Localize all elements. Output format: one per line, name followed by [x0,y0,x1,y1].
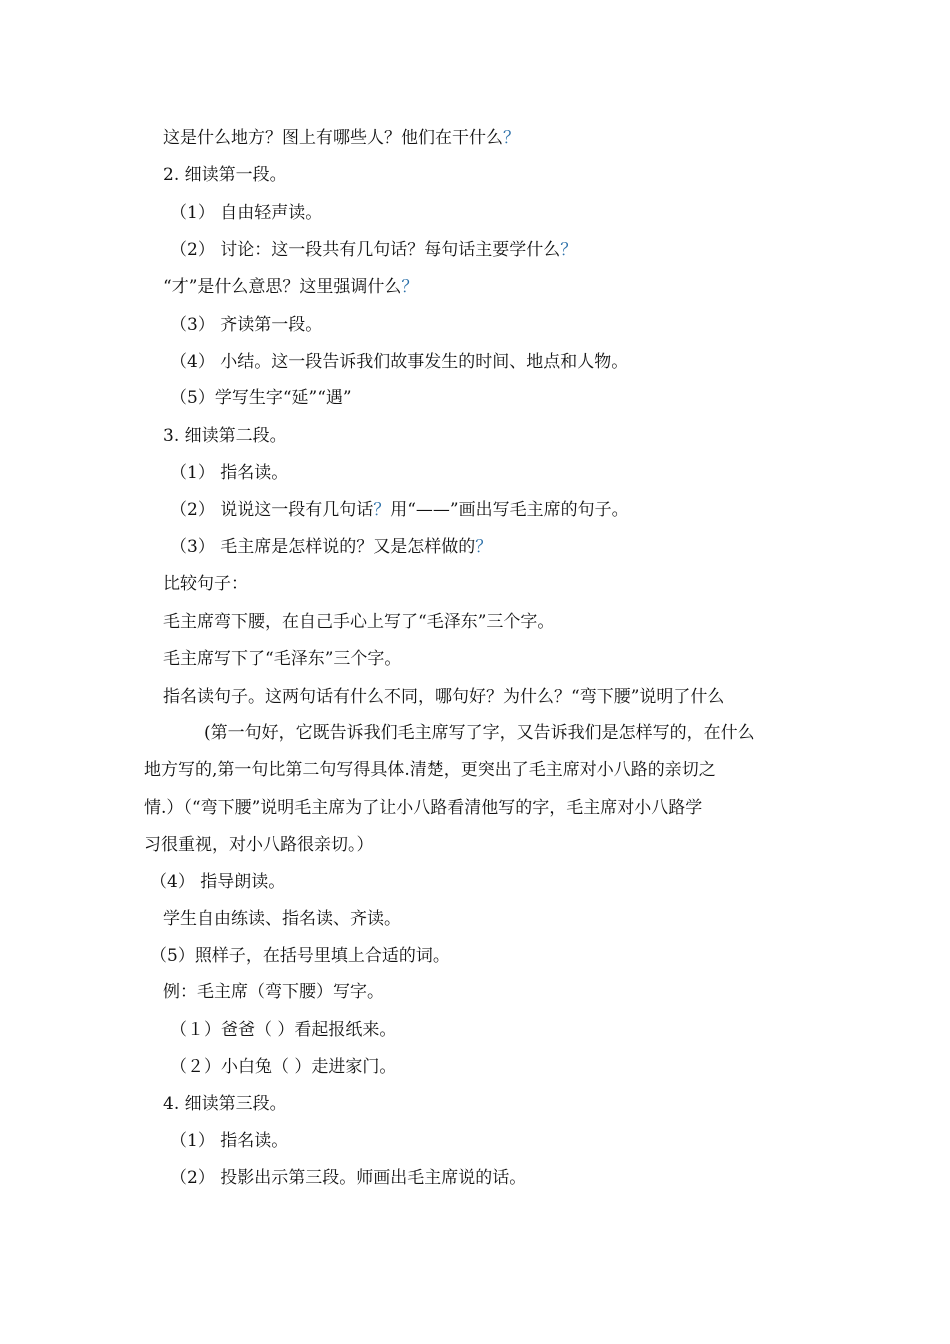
question-mark: ？ [475,537,493,557]
answer-paragraph-line: (第一句好，它既告诉我们毛主席写了字，又告诉我们是怎样写的，在什么 [204,723,755,743]
exercise-item: （２）小白兔（ ）走进家门。 [170,1057,397,1077]
question-line [163,275,418,299]
answer-paragraph-line: 情.）（“弯下腰”说明毛主席为了让小八路看清他写的字，毛主席对小八路学 [144,798,703,818]
exercise-item: （１）爸爸（ ）看起报纸来。 [170,1020,397,1040]
answer-paragraph-line: 地方写的,第一句比第二句写得具体.清楚，更突出了毛主席对小八路的亲切之 [144,760,716,780]
section-heading-3: 4. 细读第三段。 [163,1094,287,1114]
line-text: “才”是什么意思？这里强调什么 [163,277,402,297]
line-text: （3） 毛主席是怎样说的？又是怎样做的 [170,537,476,557]
step-item: （1） 自由轻声读。 [170,203,323,223]
question-mark: ？ [373,500,391,520]
step-item: （4） 小结。这一段告诉我们故事发生的时间、地点和人物。 [170,352,629,372]
answer-paragraph-line: 习很重视，对小八路很亲切。） [144,835,374,855]
compare-heading: 比较句子： [163,574,248,594]
line-text: （2） 说说这一段有几句话 [170,500,374,520]
example-sentence: 毛主席弯下腰，在自己手心上写了“毛泽东”三个字。 [163,612,555,632]
step-item: （2） 投影出示第三段。师画出毛主席说的话。 [170,1168,527,1188]
step-item: （5）照样子，在括号里填上合适的词。 [150,946,450,966]
question-mark: ？ [401,277,419,297]
body-line: 学生自由练读、指名读、齐读。 [163,909,401,929]
instruction-line: 指名读句子。这两句话有什么不同，哪句好？为什么？“弯下腰”说明了什么 [163,687,725,707]
step-item: （1） 指名读。 [170,1131,289,1151]
line-text: （2） 讨论：这一段共有几句话？每句话主要学什么 [170,240,561,260]
step-item [170,498,629,522]
question-line [163,126,520,150]
step-item [170,238,577,262]
question-mark: ？ [560,240,578,260]
step-item: （1） 指名读。 [170,463,289,483]
section-heading-1: 2. 细读第一段。 [163,165,287,185]
example-sentence: 毛主席写下了“毛泽东”三个字。 [163,649,402,669]
example-line: 例：毛主席（弯下腰）写字。 [163,982,384,1002]
line-text: 用“——”画出写毛主席的句子。 [390,500,629,520]
step-item: （3） 齐读第一段。 [170,315,323,335]
section-heading-2: 3. 细读第二段。 [163,426,287,446]
step-item [170,535,492,559]
step-item: （5）学写生字“延”“遇” [170,388,352,408]
line-text: 这是什么地方？图上有哪些人？他们在干什么 [163,128,503,148]
step-item: （4） 指导朗读。 [150,872,286,892]
question-mark: ？ [503,128,520,148]
